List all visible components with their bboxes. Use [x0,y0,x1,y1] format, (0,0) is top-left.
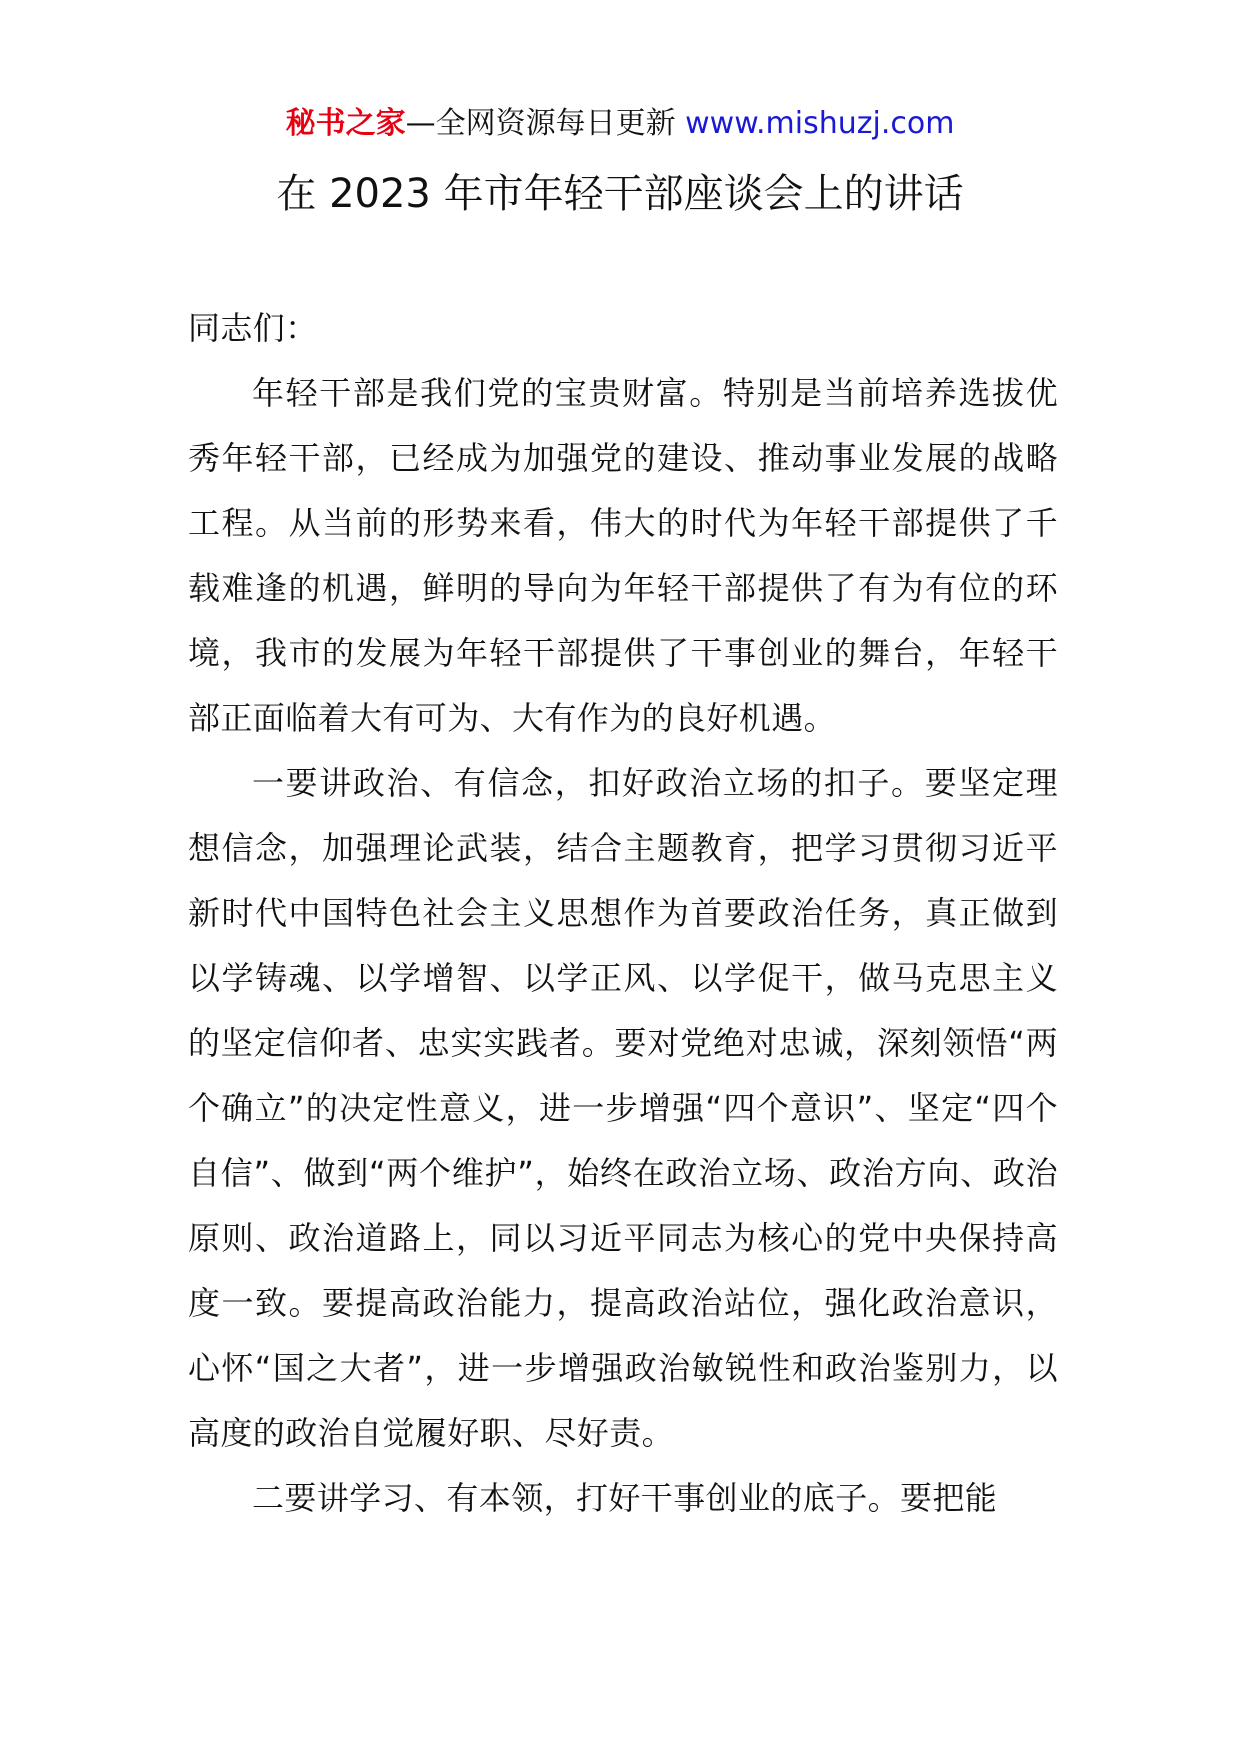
document-body [188,296,1058,1531]
brand-name: 秘书之家 [285,106,406,141]
paragraph-intro: 年轻干部是我们党的宝贵财富。特别是当前培养选拔优秀年轻干部，已经成为加强党的建设、推动事业发展的战略工程。从当前的形势来看，伟大的时代为年轻干部提供了千载难逢的机遇，鲜明的导向为年轻干部提供了有为有位的环境，我市的发展为年轻干部提供了干事创业的舞台，年轻干部正面临着大有可为、大有作为的良好机遇。 [188,374,1058,737]
site-url-link[interactable]: www.mishuzj.com [685,106,955,141]
document-title: 在 2023 年市年轻干部座谈会上的讲话 [276,171,964,217]
salutation: 同志们： [188,309,318,347]
paragraph-point-two: 二要讲学习、有本领，打好干事创业的底子。要把能 [252,1479,998,1517]
header-tagline: —全网资源每日更新 [405,106,676,141]
site-header [0,104,1240,144]
paragraph-point-one: 一要讲政治、有信念，扣好政治立场的扣子。要坚定理想信念，加强理论武装，结合主题教育，把学习贯彻习近平新时代中国特色社会主义思想作为首要政治任务，真正做到以学铸魂、以学增智、以学正风、以学促干，做马克思主义的坚定信仰者、忠实实践者。要对党绝对忠诚，深刻领悟“两个确立”的决定性意义，进一步增强“四个意识”、坚定“四个自信”、做到“两个维护”，始终在政治立场、政治方向、政治原则、政治道路上，同以习近平同志为核心的党中央保持高度一致。要提高政治能力，提高政治站位，强化政治意识，心怀“国之大者”，进一步增强政治敏锐性和政治鉴别力，以高度的政治自觉履好职、尽好责。 [188,764,1058,1452]
